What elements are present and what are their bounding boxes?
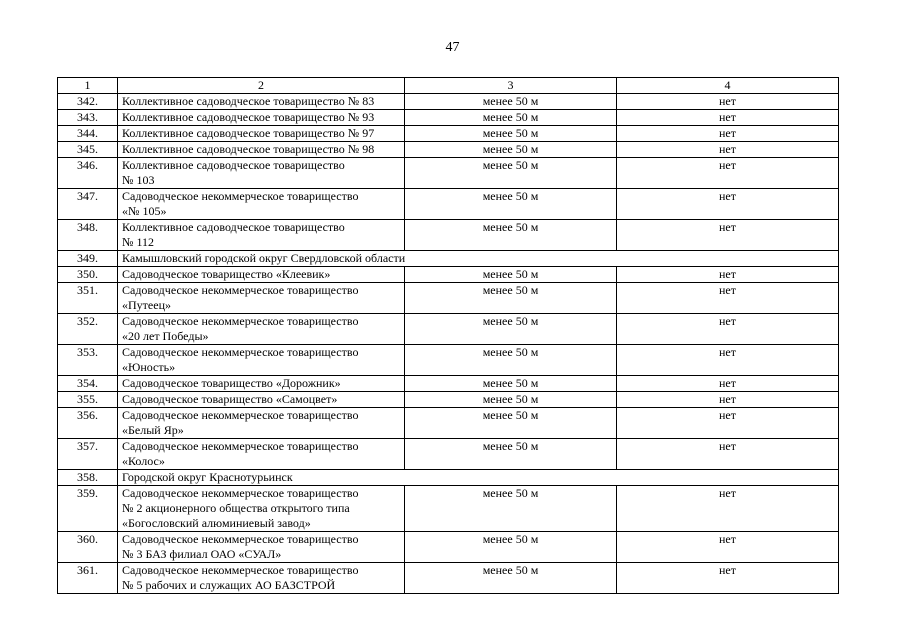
distance-cell: менее 50 м	[405, 158, 617, 189]
header-row	[58, 78, 839, 94]
row-number: 346.	[58, 158, 118, 189]
value-cell: нет	[617, 189, 839, 220]
value-cell: нет	[617, 158, 839, 189]
value-cell: нет	[617, 563, 839, 594]
distance-cell: менее 50 м	[405, 283, 617, 314]
organization-name: Садоводческое некоммерческое товарищество «№ 105»	[118, 189, 405, 220]
section-title: Камышловский городской округ Свердловской области	[118, 251, 839, 267]
value-cell: нет	[617, 283, 839, 314]
row-number: 344.	[58, 126, 118, 142]
value-cell: нет	[617, 439, 839, 470]
organization-name: Коллективное садоводческое товарищество № 97	[118, 126, 405, 142]
value-cell: нет	[617, 408, 839, 439]
row-number: 359.	[58, 486, 118, 532]
organization-name: Коллективное садоводческое товарищество № 93	[118, 110, 405, 126]
table-row	[58, 563, 839, 594]
section-title: Городской округ Краснотурьинск	[118, 470, 839, 486]
distance-cell: менее 50 м	[405, 314, 617, 345]
organization-name: Садоводческое некоммерческое товарищество «Путеец»	[118, 283, 405, 314]
organization-name: Садоводческое товарищество «Клеевик»	[118, 267, 405, 283]
distance-cell: менее 50 м	[405, 408, 617, 439]
distance-cell: менее 50 м	[405, 94, 617, 110]
row-number: 357.	[58, 439, 118, 470]
table-row	[58, 283, 839, 314]
table-row	[58, 94, 839, 110]
row-number: 355.	[58, 392, 118, 408]
distance-cell: менее 50 м	[405, 345, 617, 376]
header-cell-1: 1	[58, 78, 118, 94]
distance-cell: менее 50 м	[405, 220, 617, 251]
row-number: 353.	[58, 345, 118, 376]
distance-cell: менее 50 м	[405, 563, 617, 594]
table-row	[58, 486, 839, 532]
organization-name: Садоводческое некоммерческое товарищество № 5 рабочих и служащих АО БАЗСТРОЙ	[118, 563, 405, 594]
row-number: 360.	[58, 532, 118, 563]
table-row	[58, 376, 839, 392]
distance-cell: менее 50 м	[405, 376, 617, 392]
organization-name: Садоводческое некоммерческое товарищество № 3 БАЗ филиал ОАО «СУАЛ»	[118, 532, 405, 563]
table-row	[58, 267, 839, 283]
table-row	[58, 345, 839, 376]
distance-cell: менее 50 м	[405, 532, 617, 563]
value-cell: нет	[617, 126, 839, 142]
distance-cell: менее 50 м	[405, 110, 617, 126]
table-row	[58, 532, 839, 563]
row-number: 358.	[58, 470, 118, 486]
distance-cell: менее 50 м	[405, 392, 617, 408]
organization-name: Садоводческое некоммерческое товарищество «Белый Яр»	[118, 408, 405, 439]
section-row	[58, 251, 839, 267]
row-number: 350.	[58, 267, 118, 283]
distance-cell: менее 50 м	[405, 486, 617, 532]
organization-name: Коллективное садоводческое товарищество № 112	[118, 220, 405, 251]
row-number: 343.	[58, 110, 118, 126]
header-cell-2: 2	[118, 78, 405, 94]
row-number: 352.	[58, 314, 118, 345]
section-row	[58, 470, 839, 486]
row-number: 348.	[58, 220, 118, 251]
row-number: 356.	[58, 408, 118, 439]
table-row	[58, 392, 839, 408]
value-cell: нет	[617, 392, 839, 408]
table-row	[58, 110, 839, 126]
table-row	[58, 314, 839, 345]
table-row	[58, 158, 839, 189]
header-cell-3: 3	[405, 78, 617, 94]
organization-name: Садоводческое товарищество «Самоцвет»	[118, 392, 405, 408]
row-number: 342.	[58, 94, 118, 110]
row-number: 361.	[58, 563, 118, 594]
value-cell: нет	[617, 110, 839, 126]
organization-name: Коллективное садоводческое товарищество № 103	[118, 158, 405, 189]
value-cell: нет	[617, 345, 839, 376]
distance-cell: менее 50 м	[405, 142, 617, 158]
organization-name: Садоводческое товарищество «Дорожник»	[118, 376, 405, 392]
table-row	[58, 408, 839, 439]
value-cell: нет	[617, 267, 839, 283]
table-row	[58, 126, 839, 142]
header-cell-4: 4	[617, 78, 839, 94]
table-row	[58, 142, 839, 158]
value-cell: нет	[617, 94, 839, 110]
row-number: 351.	[58, 283, 118, 314]
table-row	[58, 439, 839, 470]
distance-cell: менее 50 м	[405, 439, 617, 470]
register-table	[57, 77, 839, 594]
row-number: 349.	[58, 251, 118, 267]
organization-name: Садоводческое некоммерческое товарищество «Юность»	[118, 345, 405, 376]
value-cell: нет	[617, 220, 839, 251]
distance-cell: менее 50 м	[405, 126, 617, 142]
row-number: 345.	[58, 142, 118, 158]
row-number: 354.	[58, 376, 118, 392]
distance-cell: менее 50 м	[405, 189, 617, 220]
organization-name: Садоводческое некоммерческое товарищество «Колос»	[118, 439, 405, 470]
table-row	[58, 220, 839, 251]
value-cell: нет	[617, 142, 839, 158]
value-cell: нет	[617, 376, 839, 392]
organization-name: Садоводческое некоммерческое товарищество № 2 акционерного общества открытого типа «Богословский алюминиевый завод»	[118, 486, 405, 532]
table-row	[58, 189, 839, 220]
value-cell: нет	[617, 532, 839, 563]
distance-cell: менее 50 м	[405, 267, 617, 283]
page-number: 47	[445, 40, 460, 55]
organization-name: Коллективное садоводческое товарищество № 98	[118, 142, 405, 158]
organization-name: Коллективное садоводческое товарищество № 83	[118, 94, 405, 110]
row-number: 347.	[58, 189, 118, 220]
value-cell: нет	[617, 314, 839, 345]
value-cell: нет	[617, 486, 839, 532]
organization-name: Садоводческое некоммерческое товарищество «20 лет Победы»	[118, 314, 405, 345]
